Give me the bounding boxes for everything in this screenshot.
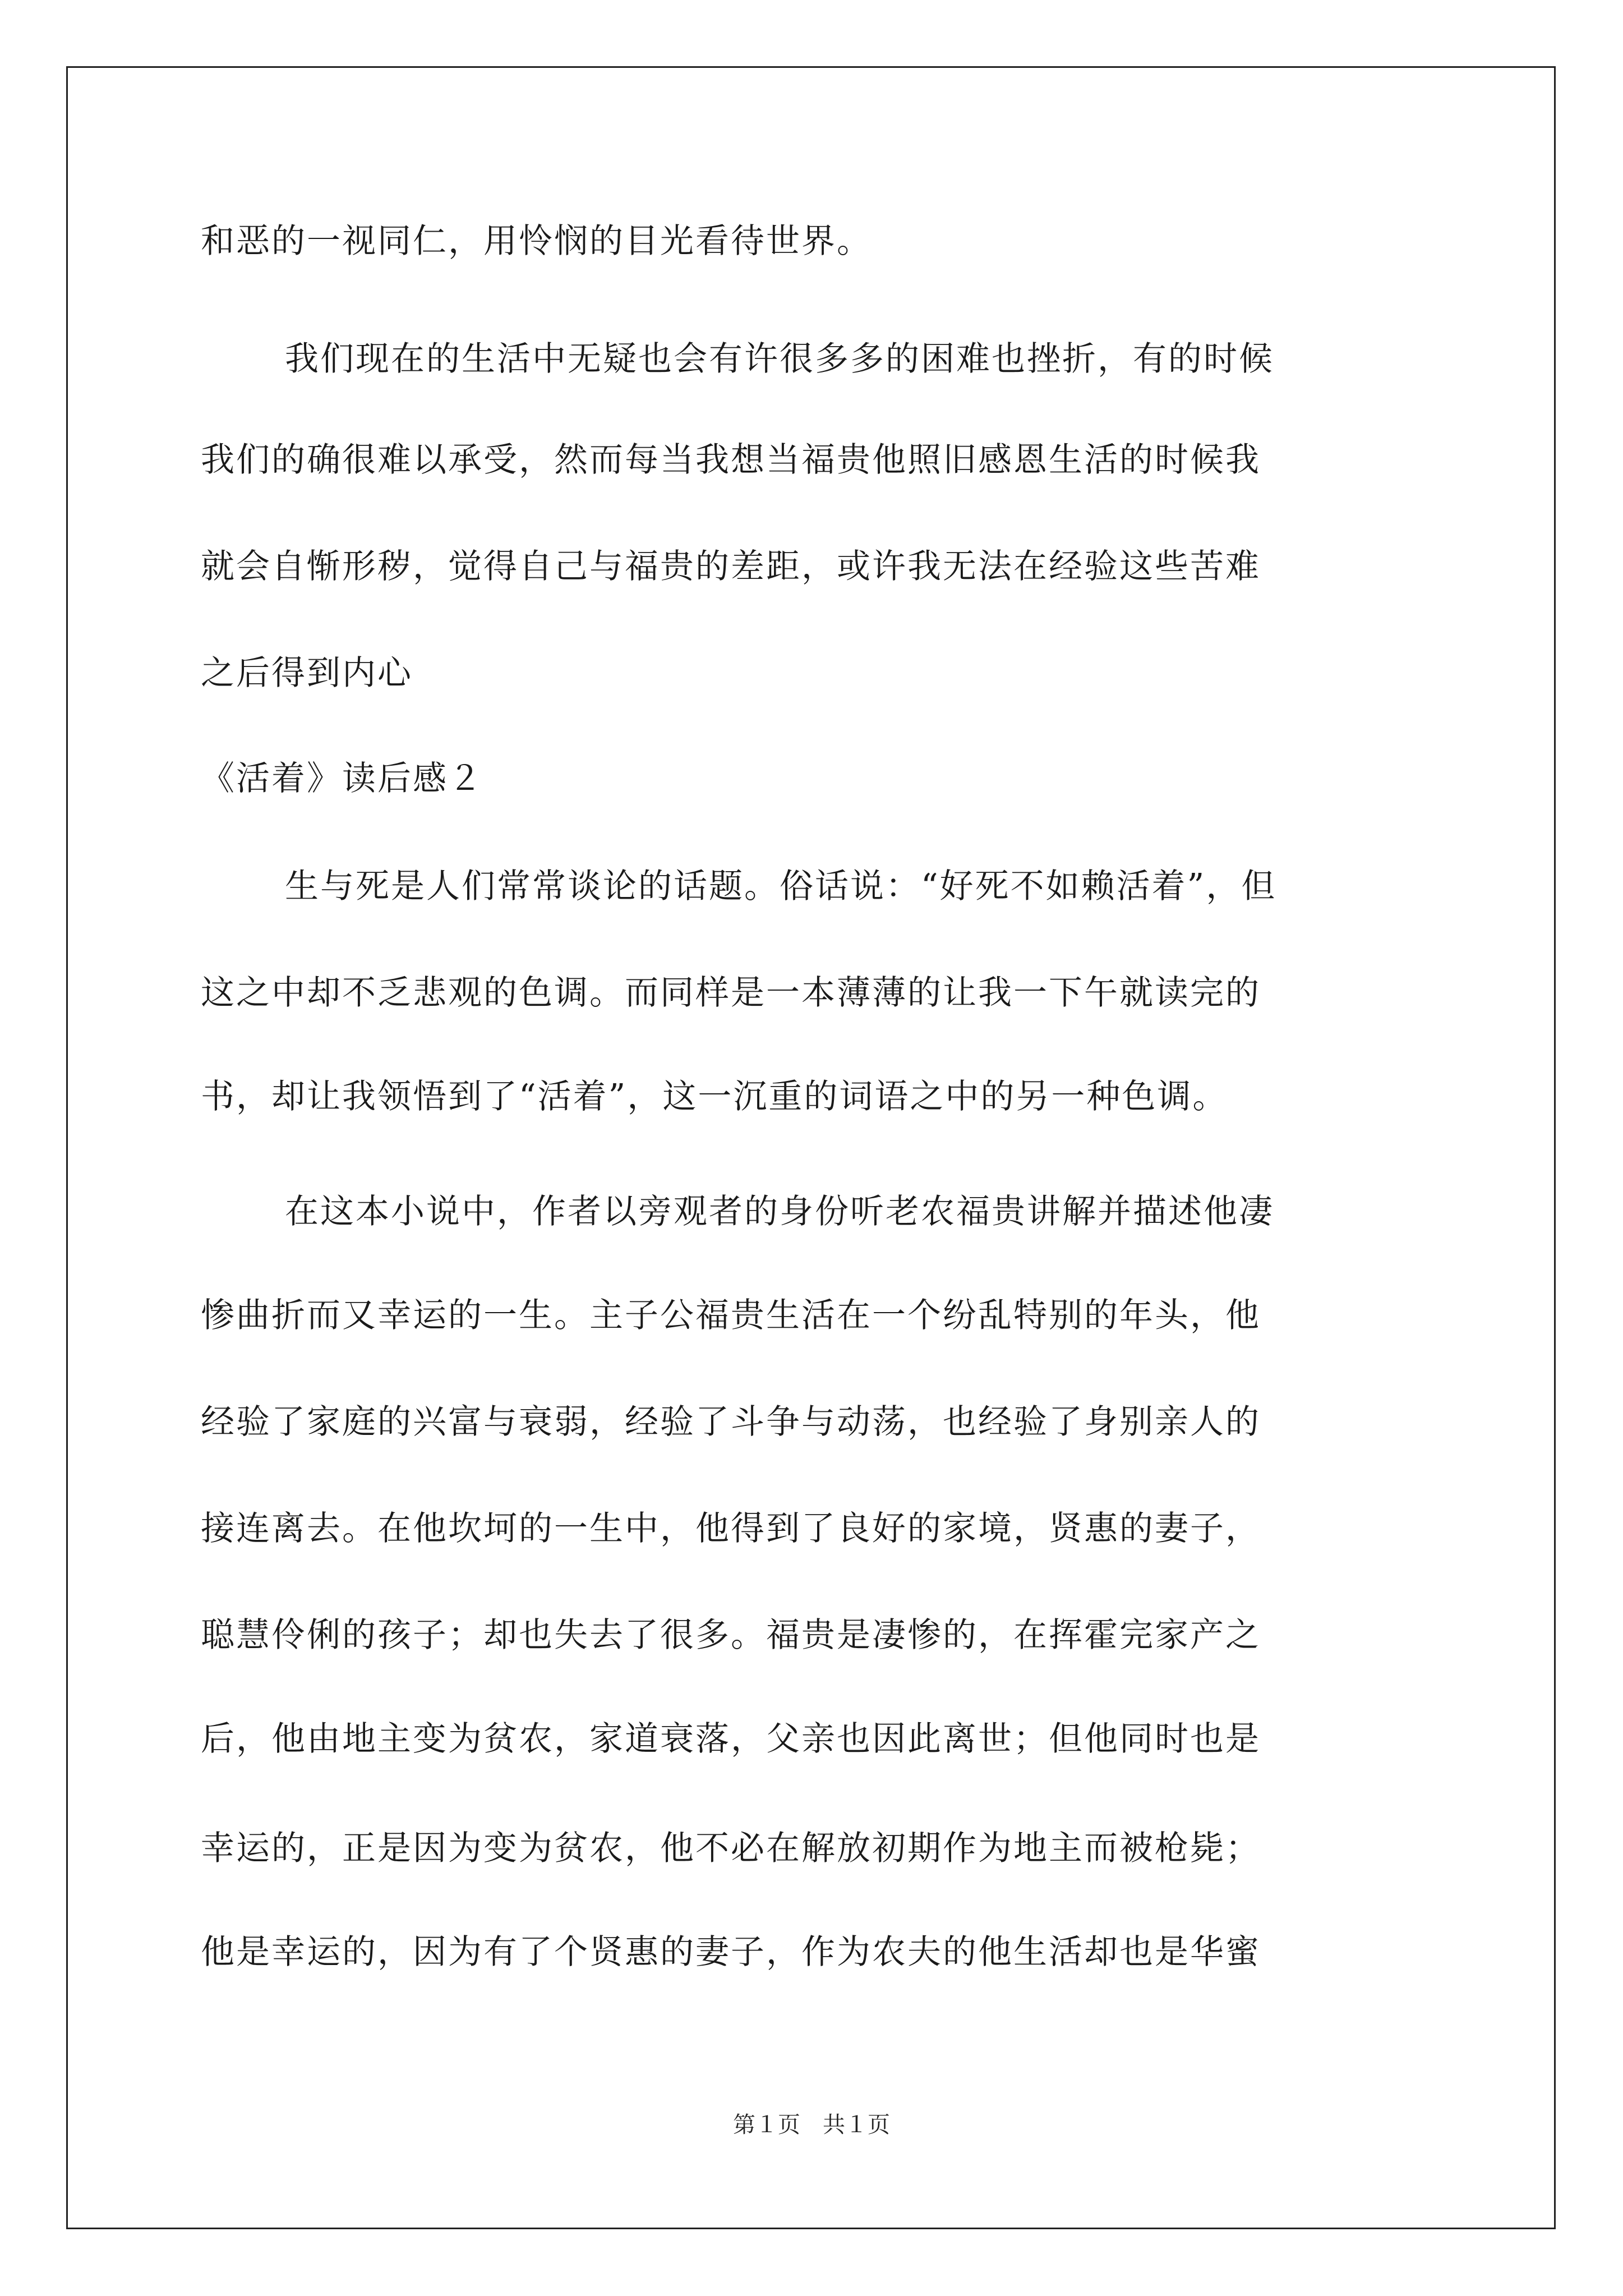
paragraph-first-line: 在这本小说中，作者以旁观者的身份听老农福贵讲解并描述他凄: [285, 1192, 1274, 1231]
text-line: 聪慧伶俐的孩子；却也失去了很多。福贵是凄惨的，在挥霍完家产之: [201, 1616, 1261, 1655]
text-line: 和恶的一视同仁，用怜悯的目光看待世界。: [201, 222, 872, 261]
text-line: 惨曲折而又幸运的一生。主子公福贵生活在一个纷乱特别的年头，他: [201, 1296, 1261, 1335]
page-number-footer: 第１页 共１页: [733, 2112, 890, 2138]
text-line: 后，他由地主变为贫农，家道衰落，父亲也因此离世；但他同时也是: [201, 1719, 1261, 1759]
text-line: 这之中却不乏悲观的色调。而同样是一本薄薄的让我一下午就读完的: [201, 973, 1261, 1013]
text-line: 我们的确很难以承受，然而每当我想当福贵他照旧感恩生活的时候我: [201, 440, 1261, 480]
paragraph-first-line: 我们现在的生活中无疑也会有许很多多的困难也挫折，有的时候: [285, 339, 1274, 379]
text-line: 他是幸运的，因为有了个贤惠的妻子，作为农夫的他生活却也是华蜜: [201, 1932, 1261, 1972]
section-heading: 《活着》读后感２: [201, 759, 483, 798]
text-line: 之后得到内心: [201, 654, 413, 693]
paragraph-first-line: 生与死是人们常常谈论的话题。俗话说：“好死不如赖活着”，但: [285, 867, 1277, 906]
page-border: [66, 66, 1556, 2229]
text-line: 幸运的，正是因为变为贫农，他不必在解放初期作为地主而被枪毙；: [201, 1829, 1261, 1868]
text-line: 经验了家庭的兴富与衰弱，经验了斗争与动荡，也经验了身别亲人的: [201, 1402, 1261, 1442]
text-line: 接连离去。在他坎坷的一生中，他得到了良好的家境，贤惠的妻子，: [201, 1509, 1261, 1548]
text-line: 就会自惭形秽，觉得自己与福贵的差距，或许我无法在经验这些苦难: [201, 547, 1261, 586]
text-line: 书，却让我领悟到了“活着”，这一沉重的词语之中的另一种色调。: [201, 1077, 1228, 1116]
